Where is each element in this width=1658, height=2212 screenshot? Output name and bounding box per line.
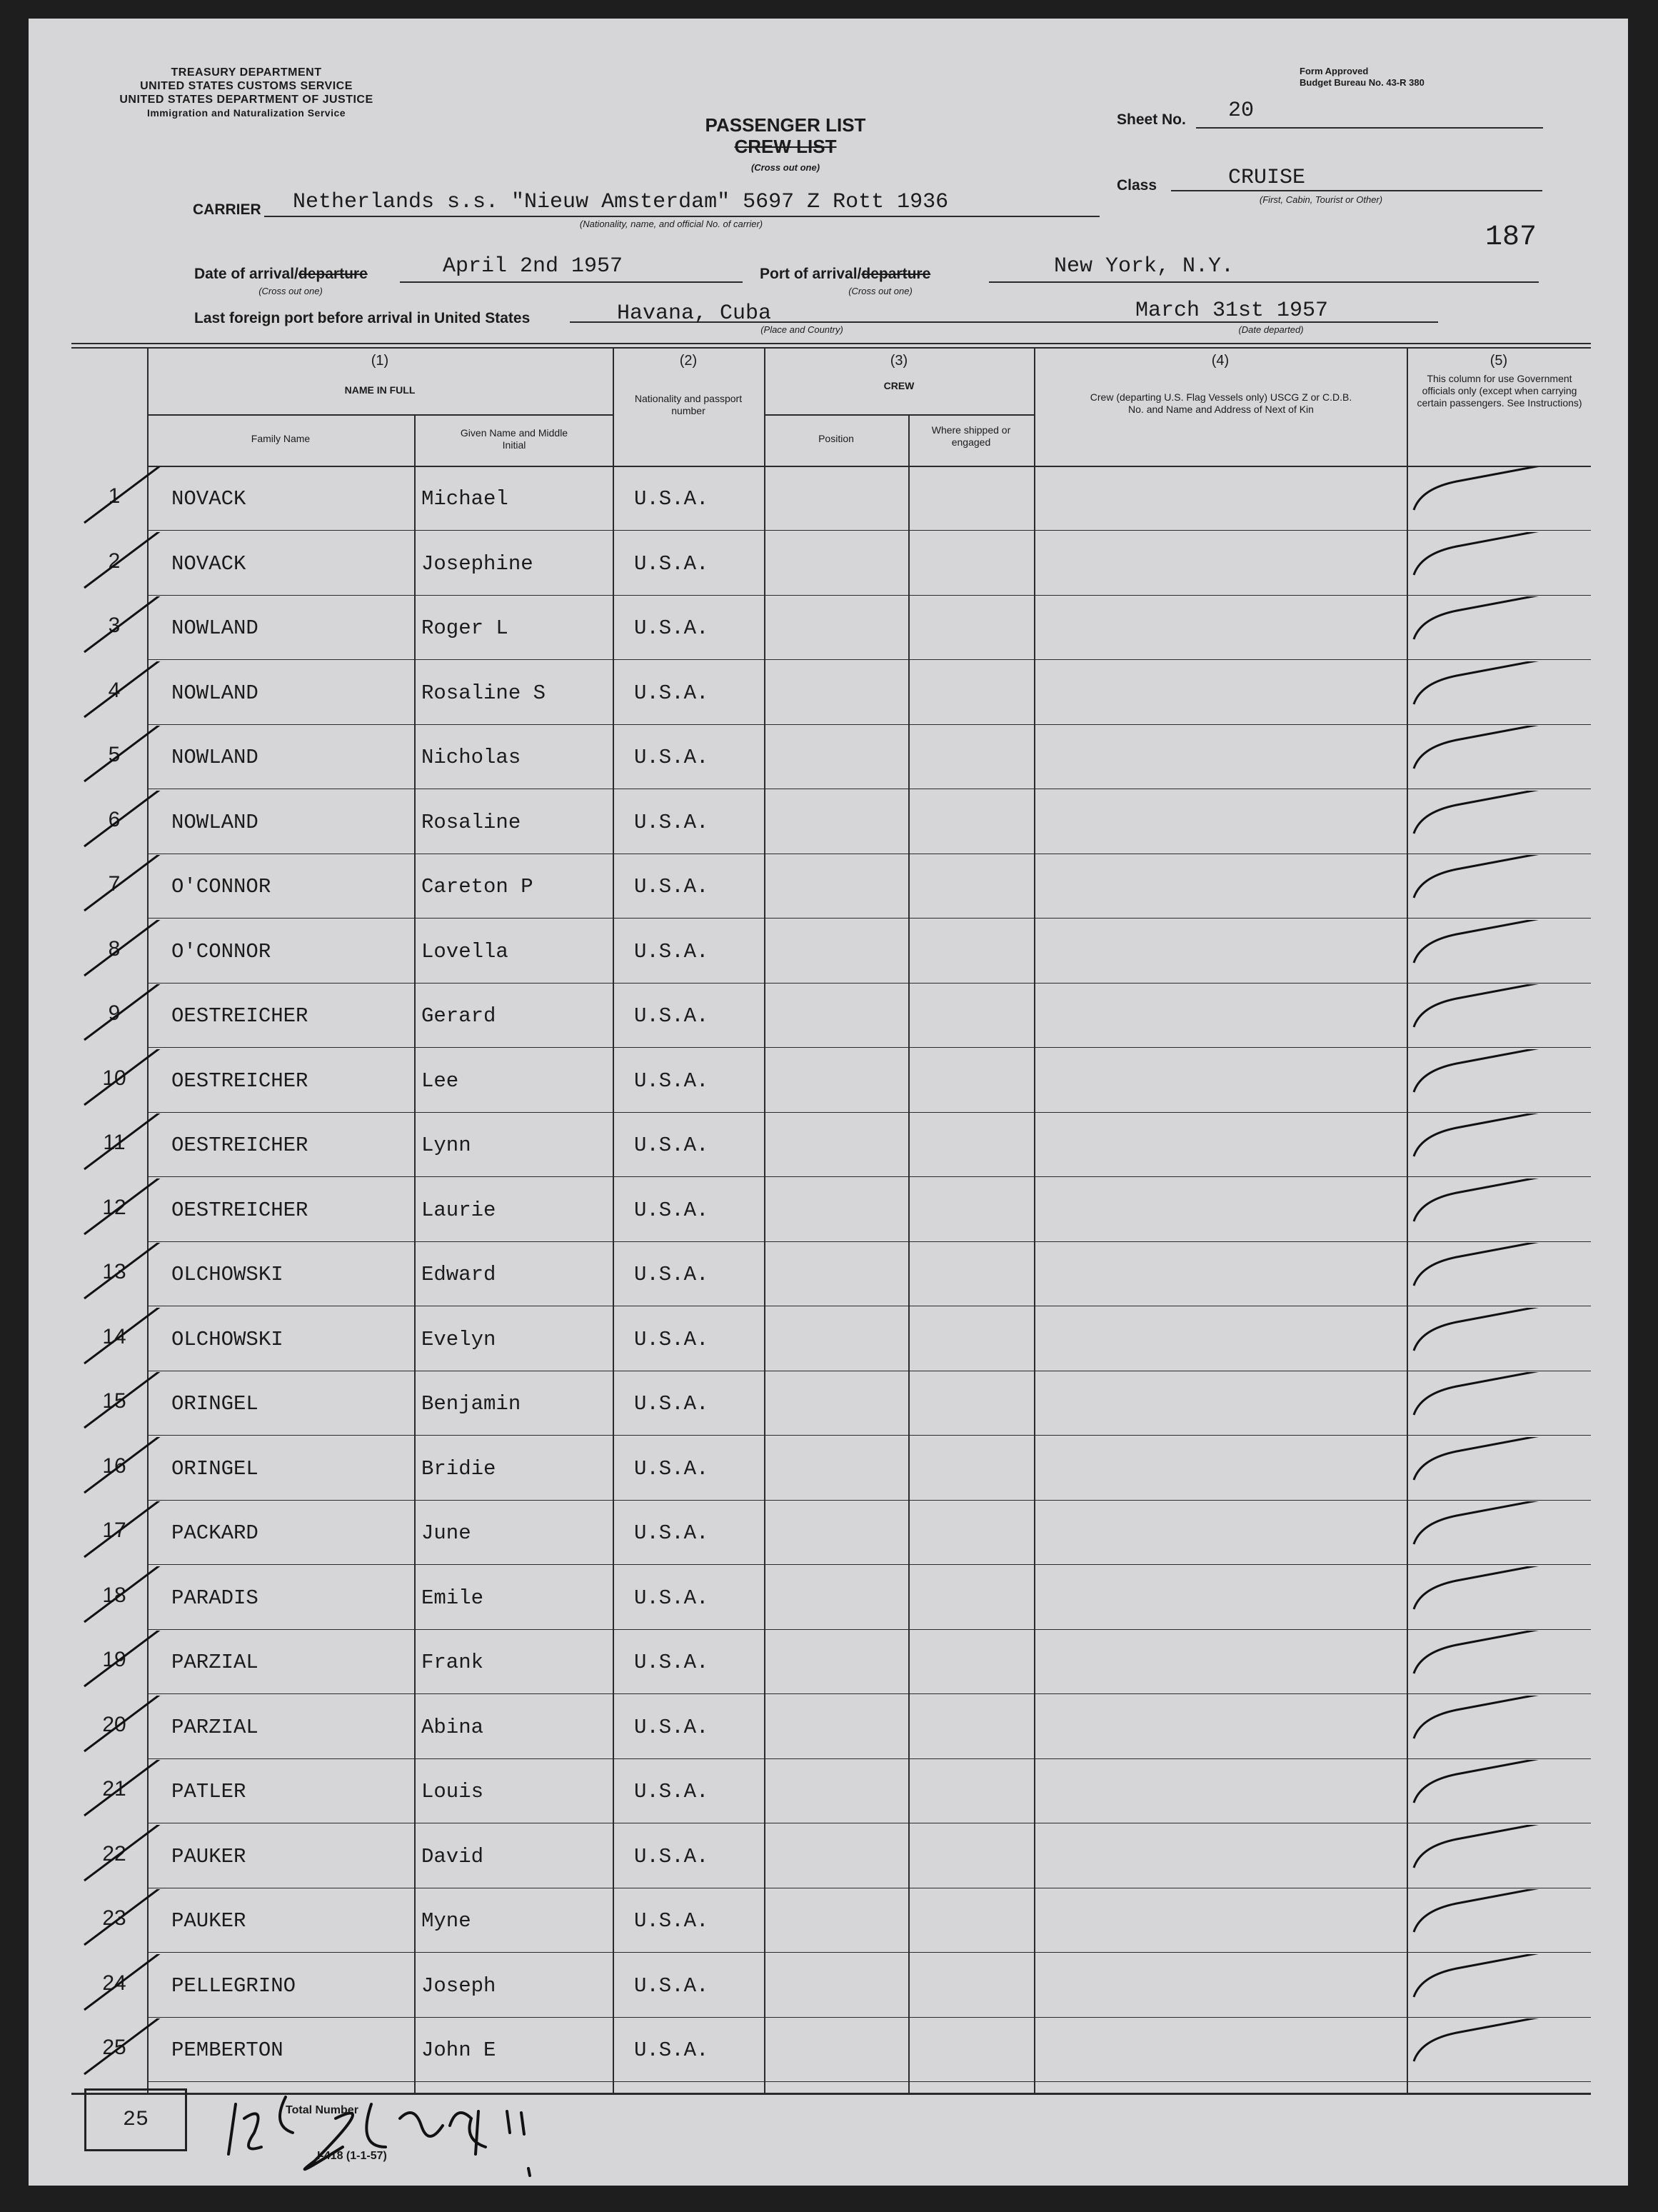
given-name: Abina [421, 1715, 484, 1739]
col-shipped-header: Where shipped or engaged [931, 424, 1011, 448]
port-line [989, 281, 1539, 283]
table-row [29, 1566, 1628, 1631]
title-note: (Cross out one) [750, 162, 820, 173]
arrival-date-label [194, 266, 368, 283]
given-name: Rosaline [421, 810, 521, 834]
official-check-mark [1414, 1372, 1571, 1415]
handwritten-check-marks [29, 2018, 1628, 2083]
family-name: NOWLAND [171, 681, 258, 705]
family-name: NOWLAND [171, 746, 258, 769]
given-name: Emile [421, 1586, 484, 1610]
table-row [29, 1760, 1628, 1824]
family-name: PEMBERTON [171, 2038, 283, 2062]
row-number: 8 [108, 936, 121, 961]
handwritten-check-marks [29, 855, 1628, 919]
given-name: Lovella [421, 939, 508, 964]
given-name: Rosaline S [421, 681, 546, 705]
handwritten-check-marks [29, 920, 1628, 984]
given-name: Bridie [421, 1456, 496, 1481]
table-row [29, 1178, 1628, 1243]
form-id: I-418 (1-1-57) [317, 2150, 387, 2162]
handwritten-check-marks [29, 791, 1628, 855]
table-row [29, 1825, 1628, 1889]
row-strike-mark [84, 726, 164, 781]
given-name: Frank [421, 1651, 484, 1674]
handwritten-check-marks [29, 1501, 1628, 1566]
row-number: 22 [102, 1841, 126, 1866]
row-number: 17 [102, 1518, 126, 1542]
row-number: 25 [102, 2036, 126, 2059]
given-name: David [421, 1844, 484, 1868]
given-name: Laurie [421, 1198, 496, 1222]
nationality: U.S.A. [634, 1651, 709, 1674]
agency-treasury: TREASURY DEPARTMENT [171, 66, 322, 79]
row-strike-mark [84, 1372, 164, 1428]
official-check-mark [1414, 467, 1571, 510]
table-row [29, 1889, 1628, 1953]
row-number: 5 [108, 743, 121, 766]
family-name: NOVACK [171, 551, 246, 576]
given-name: Michael [421, 487, 508, 511]
row-number: 10 [102, 1066, 126, 1090]
col4-title: Crew (departing U.S. Flag Vessels only) USCG Z or C.D.B. No. and Name and Address of Next of Kin [1090, 391, 1352, 415]
nationality: U.S.A. [634, 1263, 709, 1286]
sheet-label: Sheet No. [1117, 111, 1186, 128]
port-label [760, 266, 930, 283]
table-row [29, 726, 1628, 790]
official-check-mark [1414, 1049, 1571, 1092]
nationality: U.S.A. [634, 1909, 709, 1933]
handwritten-check-marks [29, 1437, 1628, 1501]
carrier-label: CARRIER [193, 201, 261, 218]
nationality: U.S.A. [634, 681, 709, 705]
row-strike-mark [84, 596, 164, 652]
row-number: 6 [108, 807, 121, 831]
nationality: U.S.A. [634, 1004, 709, 1028]
row-number: 1 [108, 484, 121, 508]
nationality: U.S.A. [634, 487, 709, 511]
handwritten-check-marks [29, 1113, 1628, 1178]
nationality: U.S.A. [634, 1456, 709, 1481]
carrier-note: (Nationality, name, and official No. of carrier) [579, 219, 763, 229]
given-name: Evelyn [421, 1327, 496, 1351]
given-name: Gerard [421, 1004, 496, 1028]
row-strike-mark [84, 920, 164, 976]
handwritten-check-marks [29, 1696, 1628, 1760]
sheet-line [1196, 127, 1543, 129]
row-strike-mark [84, 661, 164, 717]
class-label: Class [1117, 177, 1157, 194]
nationality: U.S.A. [634, 1844, 709, 1868]
nationality: U.S.A. [634, 616, 709, 640]
handwritten-signature [207, 2076, 578, 2183]
nationality: U.S.A. [634, 810, 709, 834]
row-number: 14 [102, 1324, 126, 1348]
row-number: 20 [102, 1712, 126, 1736]
family-name: O'CONNOR [171, 939, 271, 964]
form-approved: Form Approved [1300, 66, 1369, 76]
port-note: (Cross out one) [848, 286, 913, 296]
handwritten-check-marks [29, 1889, 1628, 1953]
row-strike-mark [84, 855, 164, 911]
table-row [29, 532, 1628, 596]
nationality: U.S.A. [634, 1327, 709, 1351]
row-number: 19 [102, 1648, 126, 1671]
handwritten-check-marks [29, 596, 1628, 661]
row-number: 16 [102, 1453, 126, 1478]
table-row [29, 1113, 1628, 1178]
last-port-note: (Place and Country) [760, 324, 843, 335]
port-value: New York, N.Y. [1054, 254, 1235, 279]
row-strike-mark [84, 1696, 164, 1751]
table-row [29, 596, 1628, 661]
port-struck: departure [861, 266, 931, 282]
family-name: OESTREICHER [171, 1198, 308, 1222]
official-check-mark [1414, 1308, 1571, 1351]
family-name: OLCHOWSKI [171, 1327, 283, 1351]
nationality: U.S.A. [634, 1586, 709, 1610]
given-name: Edward [421, 1263, 496, 1286]
table-row [29, 1501, 1628, 1566]
official-check-mark [1414, 1178, 1571, 1221]
departed-note: (Date departed) [1238, 324, 1304, 335]
row-strike-mark [84, 1243, 164, 1298]
family-name: PARZIAL [171, 1651, 258, 1674]
table-row [29, 1308, 1628, 1372]
nationality: U.S.A. [634, 1392, 709, 1416]
class-value: CRUISE [1228, 166, 1306, 190]
col1-number: (1) [371, 353, 389, 369]
handwritten-check-marks [29, 726, 1628, 790]
subheader-rule-crew [764, 414, 1034, 416]
table-row [29, 661, 1628, 726]
col5-number: (5) [1489, 353, 1508, 369]
given-name: Lee [421, 1069, 459, 1093]
official-check-mark [1414, 661, 1571, 704]
table-row [29, 2018, 1628, 2083]
row-number: 12 [102, 1195, 126, 1219]
table-row [29, 1243, 1628, 1307]
port-label-text: Port of arrival/ [760, 266, 862, 282]
departed-value: March 31st 1957 [1135, 299, 1329, 323]
arrival-date-struck: departure [298, 266, 368, 282]
family-name: OESTREICHER [171, 1004, 308, 1028]
handwritten-check-marks [29, 1372, 1628, 1436]
official-check-mark [1414, 1760, 1571, 1803]
given-name: Careton P [421, 875, 533, 899]
last-port-value: Havana, Cuba [617, 301, 772, 326]
class-note: (First, Cabin, Tourist or Other) [1259, 194, 1383, 205]
table-row [29, 1631, 1628, 1695]
official-check-mark [1414, 1825, 1571, 1868]
given-name: Josephine [421, 551, 533, 576]
handwritten-check-marks [29, 1760, 1628, 1824]
row-number: 7 [108, 872, 121, 896]
title-passenger-list: PASSENGER LIST [705, 114, 866, 136]
col4-number: (4) [1211, 353, 1230, 369]
nationality: U.S.A. [634, 1715, 709, 1739]
row-strike-mark [84, 532, 164, 588]
nationality: U.S.A. [634, 1973, 709, 1998]
family-name: PELLEGRINO [171, 1973, 296, 1998]
family-name: PARZIAL [171, 1715, 258, 1739]
row-strike-mark [84, 1437, 164, 1493]
row-number: 9 [108, 1001, 121, 1025]
row-strike-mark [84, 1954, 164, 2010]
handwritten-check-marks [29, 1566, 1628, 1631]
family-name: PAUKER [171, 1909, 246, 1933]
official-check-mark [1414, 855, 1571, 898]
page-number: 187 [1485, 221, 1537, 254]
family-name: OESTREICHER [171, 1133, 308, 1157]
nationality: U.S.A. [634, 1069, 709, 1093]
col2-title: Nationality and passport number [634, 393, 743, 416]
row-strike-mark [84, 1501, 164, 1557]
table-row [29, 1372, 1628, 1436]
row-number: 23 [102, 1906, 126, 1930]
nationality: U.S.A. [634, 939, 709, 964]
table-row [29, 467, 1628, 531]
nationality: U.S.A. [634, 1133, 709, 1157]
row-strike-mark [84, 1760, 164, 1816]
family-name: O'CONNOR [171, 875, 271, 899]
row-number: 21 [102, 1777, 126, 1801]
family-name: OLCHOWSKI [171, 1263, 283, 1286]
official-check-mark [1414, 1954, 1571, 1997]
row-number: 11 [103, 1131, 126, 1154]
nationality: U.S.A. [634, 1198, 709, 1222]
handwritten-check-marks [29, 661, 1628, 726]
table-row [29, 855, 1628, 919]
class-line [1171, 190, 1542, 191]
col-given-header: Given Name and Middle Initial [460, 427, 568, 451]
official-check-mark [1414, 1631, 1571, 1673]
given-name: Benjamin [421, 1392, 521, 1416]
handwritten-check-marks [29, 1954, 1628, 2018]
nationality: U.S.A. [634, 746, 709, 769]
col3-number: (3) [890, 353, 908, 369]
total-count: 25 [122, 2108, 149, 2132]
agency-block [79, 66, 414, 120]
given-name: Myne [421, 1909, 471, 1933]
nationality: U.S.A. [634, 875, 709, 899]
nationality: U.S.A. [634, 2038, 709, 2062]
nationality: U.S.A. [634, 1521, 709, 1545]
nationality: U.S.A. [634, 1780, 709, 1803]
given-name: June [421, 1521, 471, 1545]
official-check-mark [1414, 791, 1571, 834]
list-title [671, 114, 900, 179]
row-number: 18 [102, 1583, 126, 1607]
row-number: 15 [102, 1389, 126, 1413]
official-check-mark [1414, 1437, 1571, 1480]
table-row [29, 1696, 1628, 1760]
row-number: 24 [102, 1971, 126, 1995]
budget-bureau: Budget Bureau No. 43-R 380 [1300, 77, 1425, 88]
official-check-mark [1414, 596, 1571, 639]
agency-justice: UNITED STATES DEPARTMENT OF JUSTICE [119, 94, 373, 106]
given-name: Louis [421, 1780, 484, 1803]
table-row [29, 984, 1628, 1049]
table-row [29, 791, 1628, 855]
row-number: 3 [108, 614, 121, 637]
handwritten-check-marks [29, 1825, 1628, 1889]
row-strike-mark [84, 1308, 164, 1363]
given-name: John E [421, 2038, 496, 2062]
row-strike-mark [84, 1825, 164, 1881]
handwritten-check-marks [29, 984, 1628, 1049]
total-count-box [84, 2088, 187, 2151]
official-check-mark [1414, 726, 1571, 769]
official-check-mark [1414, 1243, 1571, 1286]
row-number: 4 [108, 678, 121, 702]
family-name: PARADIS [171, 1586, 258, 1610]
handwritten-check-marks [29, 532, 1628, 596]
official-check-mark [1414, 2018, 1571, 2061]
row-strike-mark [84, 1113, 164, 1169]
title-crew-list: CREW LIST [734, 136, 837, 157]
subheader-rule-name [147, 414, 613, 416]
arrival-date-label-text: Date of arrival/ [194, 266, 298, 282]
nationality: U.S.A. [634, 551, 709, 576]
col3-title: CREW [883, 380, 915, 391]
official-check-mark [1414, 1566, 1571, 1609]
row-strike-mark [84, 1631, 164, 1686]
handwritten-check-marks [29, 1243, 1628, 1307]
col2-number: (2) [679, 353, 698, 369]
given-name: Nicholas [421, 746, 521, 769]
official-check-mark [1414, 1113, 1571, 1156]
col1-title: NAME IN FULL [344, 384, 416, 396]
handwritten-check-marks [29, 467, 1628, 531]
table-row [29, 1049, 1628, 1113]
arrival-date-value: April 2nd 1957 [443, 254, 623, 279]
carrier-value: Netherlands s.s. "Nieuw Amsterdam" 5697 Z Rott 1936 [293, 190, 949, 214]
row-number: 2 [108, 549, 121, 573]
family-name: NOWLAND [171, 810, 258, 834]
family-name: PAUKER [171, 1844, 246, 1868]
handwritten-check-marks [29, 1049, 1628, 1113]
table-top-rule [71, 343, 1591, 344]
row-strike-mark [84, 2018, 164, 2074]
family-name: ORINGEL [171, 1456, 258, 1481]
family-name: NOVACK [171, 487, 246, 511]
handwritten-check-marks [29, 1631, 1628, 1695]
handwritten-check-marks [29, 1308, 1628, 1372]
table-row [29, 1437, 1628, 1501]
carrier-line [264, 216, 1100, 217]
official-check-mark [1414, 1696, 1571, 1738]
row-strike-mark [84, 791, 164, 846]
row-strike-mark [84, 467, 164, 523]
official-check-mark [1414, 532, 1571, 575]
col-position-header: Position [818, 433, 854, 444]
col-family-header: Family Name [251, 433, 311, 444]
family-name: OESTREICHER [171, 1069, 308, 1093]
last-port-label: Last foreign port before arrival in United States [194, 310, 531, 326]
family-name: ORINGEL [171, 1392, 258, 1416]
family-name: PACKARD [171, 1521, 258, 1545]
passenger-list-sheet [29, 19, 1628, 2186]
given-name: Roger L [421, 616, 508, 640]
table-row [29, 920, 1628, 984]
table-row [29, 1954, 1628, 2018]
row-strike-mark [84, 1178, 164, 1234]
row-strike-mark [84, 1889, 164, 1945]
family-name: PATLER [171, 1780, 246, 1803]
official-check-mark [1414, 1501, 1571, 1544]
table-top-rule-2 [71, 347, 1591, 349]
row-strike-mark [84, 984, 164, 1040]
col5-title: This column for use Government officials only (except when carrying certain passengers. See Instructions) [1417, 373, 1582, 409]
agency-customs: UNITED STATES CUSTOMS SERVICE [140, 80, 353, 92]
row-strike-mark [84, 1566, 164, 1622]
arrival-date-note: (Cross out one) [258, 286, 323, 296]
row-number: 13 [102, 1260, 126, 1283]
handwritten-check-marks [29, 1178, 1628, 1243]
official-check-mark [1414, 984, 1571, 1027]
given-name: Joseph [421, 1973, 496, 1998]
agency-ins: Immigration and Naturalization Service [146, 107, 346, 119]
arrival-date-line [400, 281, 743, 283]
row-strike-mark [84, 1049, 164, 1105]
family-name: NOWLAND [171, 616, 258, 640]
official-check-mark [1414, 1889, 1571, 1932]
official-check-mark [1414, 920, 1571, 963]
given-name: Lynn [421, 1133, 471, 1157]
sheet-number: 20 [1228, 99, 1255, 123]
form-approved-block [1300, 66, 1514, 89]
total-number-label: Total Number [286, 2104, 358, 2116]
